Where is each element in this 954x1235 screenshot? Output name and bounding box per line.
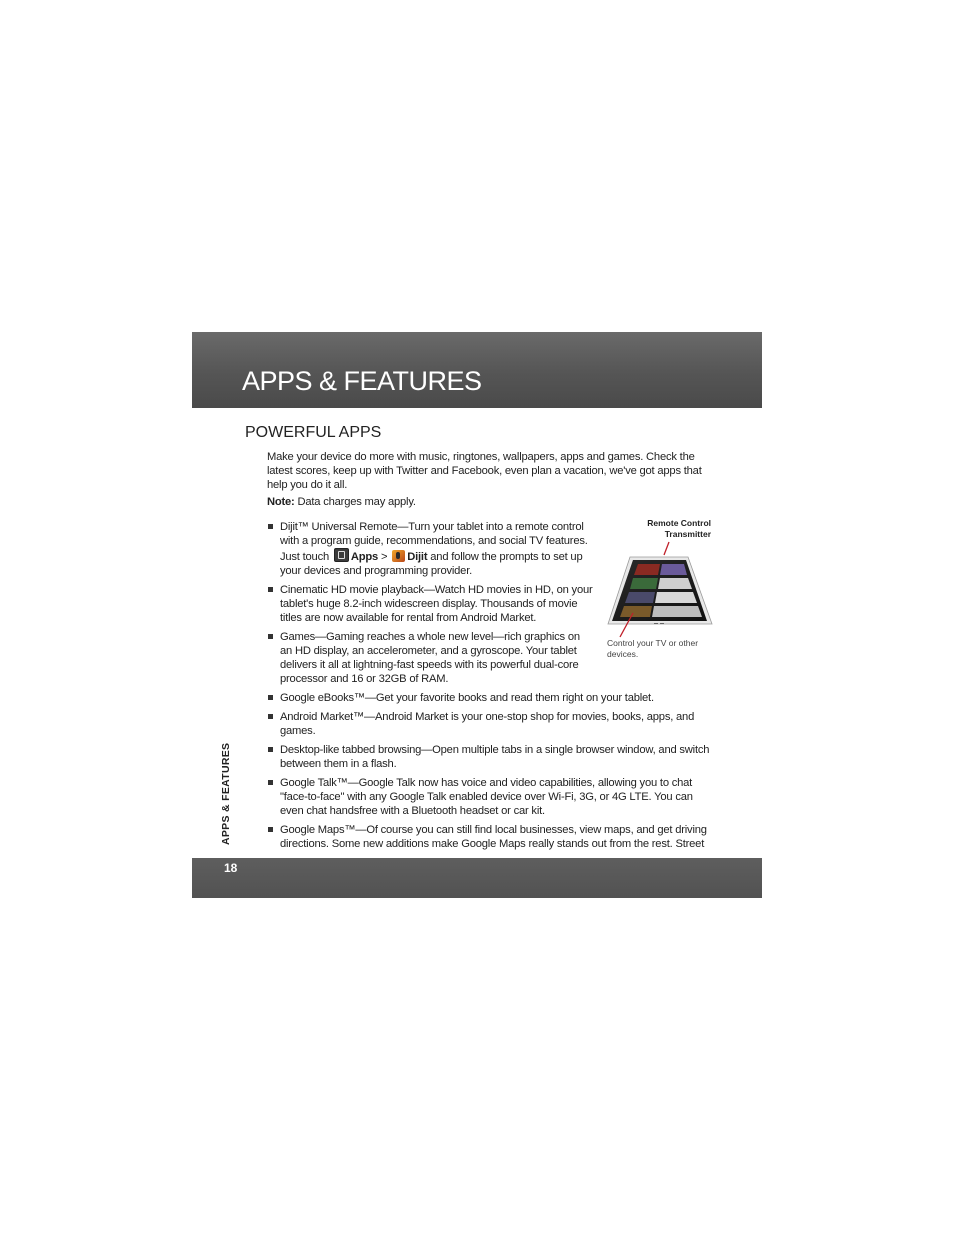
list-item-browsing	[267, 743, 713, 771]
list-item-maps	[267, 823, 713, 851]
list-item-talk	[267, 776, 713, 818]
bullet-icon	[268, 747, 273, 752]
list-item-games	[267, 630, 594, 686]
list-item-text: Google Maps™—Of course you can still find local businesses, view maps, and get driving directions. Some new additions make Google Maps really stands out from the rest. Street	[280, 824, 707, 850]
bullet-icon	[268, 587, 273, 592]
header-band	[192, 332, 762, 408]
apps-launcher-icon	[334, 548, 349, 562]
list-item-text: Google eBooks™—Get your favorite books and read them right on your tablet.	[280, 692, 654, 704]
note	[267, 495, 713, 509]
path-separator: >	[378, 551, 391, 563]
list-item-text: Android Market™—Android Market is your one-stop shop for movies, books, apps, and games.	[280, 711, 695, 737]
bullet-icon	[268, 827, 273, 832]
list-item-dijit	[267, 520, 594, 578]
note-text: Data charges may apply.	[294, 496, 416, 508]
bullet-icon	[268, 634, 273, 639]
dijit-app-icon	[392, 550, 405, 562]
figure-label-bottom: Control your TV or other devices.	[607, 638, 699, 659]
dijit-text-start: Dijit™ Universal Remote—Turn your tablet into a remote control with a program guide, recommendations, and social TV features. Just touch	[280, 521, 588, 563]
section-title: POWERFUL APPS	[245, 424, 382, 441]
bullet-icon	[268, 524, 273, 529]
list-item-text: Games—Gaming reaches a whole new level—rich graphics on an HD display, an accelerometer, and a gyroscope. Your tablet delivers it all at lightning-fast speeds with its powerful dual-core processor and 16 or 32GB of RAM.	[280, 631, 580, 685]
page-header-title: APPS & FEATURES	[242, 366, 482, 396]
list-item-text: Google Talk™—Google Talk now has voice and video capabilities, allowing you to chat "face-to-face" with any Google Talk enabled device over Wi-Fi, 3G, or 4G LTE. You can even chat handsfree with a Bluetooth headset or car kit.	[280, 777, 693, 817]
bullet-icon	[268, 714, 273, 719]
figure-label-line1: Remote Control	[647, 518, 711, 528]
dijit-label: Dijit	[407, 551, 428, 563]
list-item-text: Desktop-like tabbed browsing—Open multiple tabs in a single browser window, and switch between them in a flash.	[280, 744, 710, 770]
list-item-market	[267, 710, 713, 738]
figure-label-line2: Transmitter	[664, 529, 711, 539]
footer-band	[192, 858, 762, 898]
dijit-text-end: and follow the prompts to set up your devices and programming provider.	[280, 551, 583, 577]
page-number: 18	[224, 861, 238, 875]
bullet-icon	[268, 780, 273, 785]
list-item-ebooks	[267, 691, 713, 705]
apps-label: Apps	[350, 551, 379, 563]
intro-paragraph: Make your device do more with music, ringtones, wallpapers, apps and games. Check the latest scores, keep up with Twitter and Facebook, even plan a vacation, we've got apps that help you do it all.	[267, 451, 702, 491]
side-tab-label: APPS & FEATURES	[220, 742, 232, 845]
tablet-figure	[600, 515, 715, 665]
list-item-text: Cinematic HD movie playback—Watch HD movies in HD, on your tablet's huge 8.2-inch widescreen display. Thousands of movie titles are now available for rental from Android Market.	[280, 584, 593, 624]
note-label: Note:	[267, 496, 295, 508]
list-item-cinematic	[267, 583, 594, 625]
bullet-icon	[268, 695, 273, 700]
